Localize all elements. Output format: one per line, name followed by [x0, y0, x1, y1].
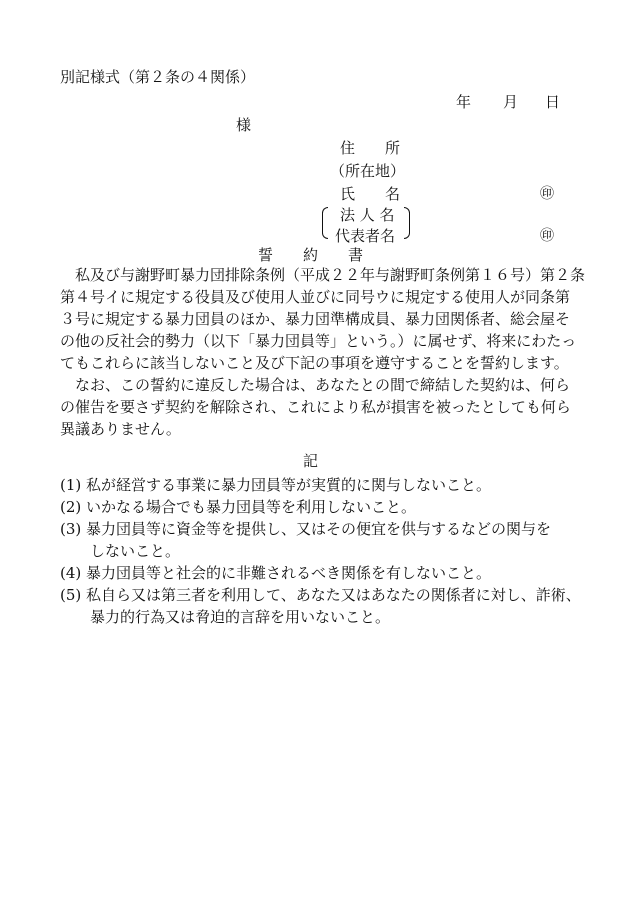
addressee-suffix: 様 — [236, 116, 252, 134]
date-year: 年 — [456, 93, 472, 111]
pledge-item — [60, 518, 575, 562]
body-line: てもこれらに該当しないこと及び下記の事項を遵守することを誓約します。 — [60, 354, 569, 372]
left-bracket — [322, 207, 328, 239]
right-bracket — [404, 207, 410, 239]
item-number: (5) — [60, 586, 82, 604]
representative-label: 代表者名 — [335, 227, 396, 245]
item-text: 暴力団員等と社会的に非難されるべき関係を有しないこと。 — [86, 564, 492, 582]
seal-mark: ㊞ — [540, 186, 554, 202]
item-text: 暴力団員等に資金等を提供し、又はその便宜を供与するなどの関与を — [86, 520, 552, 538]
item-text: いかなる場合でも暴力団員等を利用しないこと。 — [86, 498, 417, 516]
body-paragraph-2 — [60, 374, 575, 440]
body-line: の他の反社会的勢力（以下「暴力団員等」という。）に属せず、将来にわたっ — [60, 332, 577, 350]
item-number: (2) — [60, 498, 82, 516]
name-label: 氏 名 — [340, 185, 401, 203]
document-title: 誓 約 書 — [258, 246, 364, 264]
pledge-item — [60, 562, 575, 584]
date-month: 月 — [503, 93, 519, 111]
address-label: 住 所 — [340, 139, 401, 157]
item-text: 私が経営する事業に暴力団員等が実質的に関与しないこと。 — [86, 476, 492, 494]
body-line: の催告を要さず契約を解除され、これにより私が損害を被ったとしても何ら — [60, 398, 571, 416]
item-number: (1) — [60, 476, 82, 494]
location-label: （所在地） — [330, 162, 406, 180]
item-text-continued: しないこと。 — [90, 542, 181, 560]
body-paragraph-1 — [60, 264, 586, 374]
seal-mark: ㊞ — [540, 228, 554, 244]
ki-heading: 記 — [303, 452, 319, 470]
item-number: (3) — [60, 520, 82, 538]
date-day: 日 — [545, 93, 561, 111]
item-text-continued: 暴力的行為又は脅迫的言辞を用いないこと。 — [90, 608, 391, 626]
body-line: 私及び与謝野町暴力団排除条例（平成２２年与謝野町条例第１６号）第２条 — [75, 266, 586, 284]
pledge-item — [60, 584, 581, 628]
body-line: 異議ありません。 — [60, 420, 181, 438]
corp-name-label: 法 人 名 — [340, 206, 395, 224]
pledge-item — [60, 496, 575, 518]
form-label: 別記様式（第２条の４関係） — [60, 68, 256, 86]
body-line: 第４号イに規定する役員及び使用人並びに同号ウに規定する使用人が同条第 — [60, 288, 571, 306]
pledge-item — [60, 474, 575, 496]
body-line: ３号に規定する暴力団員のほか、暴力団準構成員、暴力団関係者、総会屋そ — [60, 310, 571, 328]
item-number: (4) — [60, 564, 82, 582]
pledge-items-list — [60, 474, 581, 628]
item-text: 私自ら又は第三者を利用して、あなた又はあなたの関係者に対し、詐術、 — [86, 586, 581, 604]
body-line: なお、この誓約に違反した場合は、あなたとの間で締結した契約は、何ら — [75, 376, 571, 394]
